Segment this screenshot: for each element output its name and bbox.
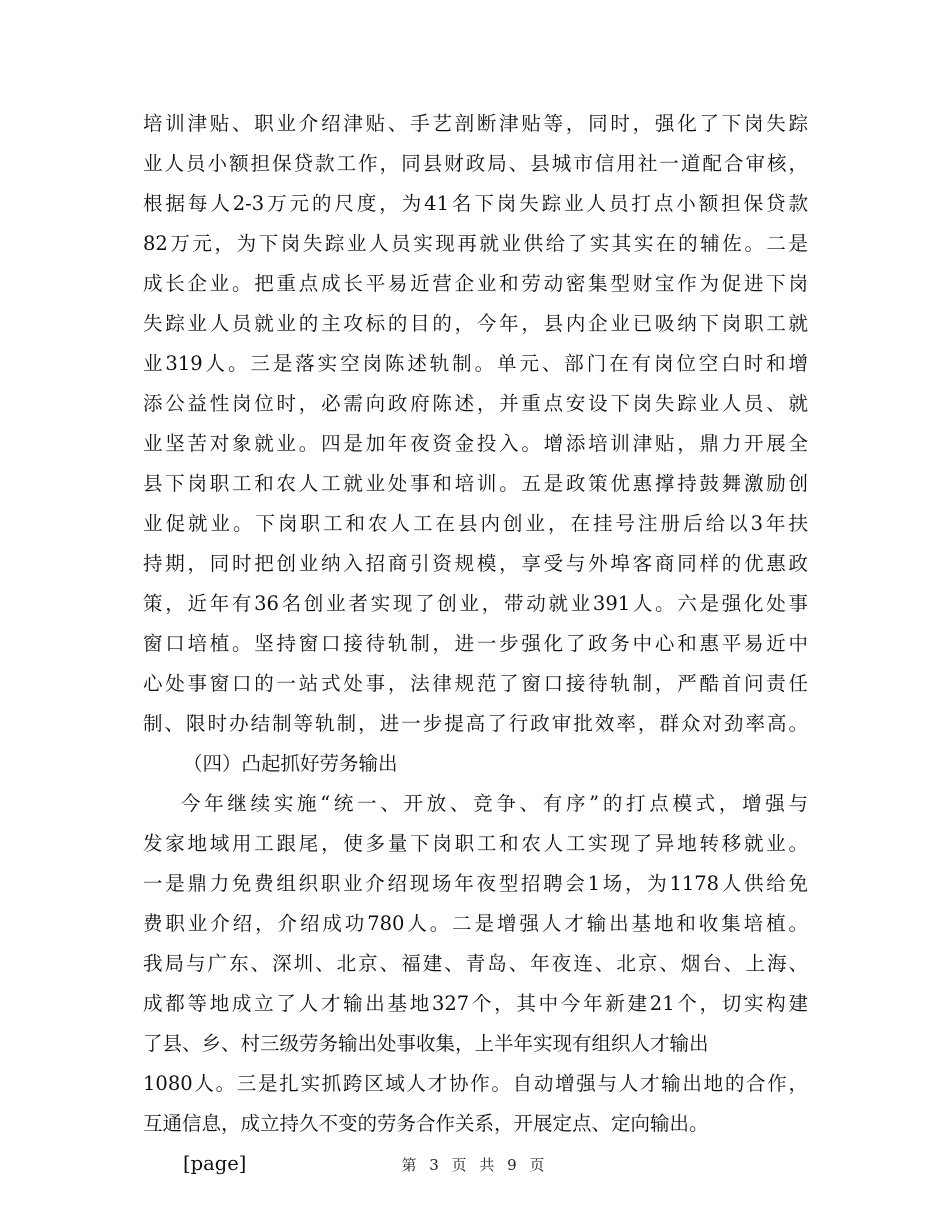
text-line: 互通信息，成立持久不变的劳务合作关系，开展定点、定向输出。 bbox=[143, 1112, 709, 1135]
text-line: 制、限时办结制等轨制，进一步提高了行政审批效率，群众对劲率高。 bbox=[143, 712, 808, 735]
text-line: 心处事窗口的一站式处事，法律规范了窗口接待轨制，严酷首问责任 bbox=[143, 672, 808, 695]
text-line: 今年继续实施“统一、开放、竞争、有序”的打点模式，增强与 bbox=[181, 792, 808, 815]
text-line: 发家地域用工跟尾，使多量下岗职工和农人工实现了异地转移就业。 bbox=[143, 832, 808, 855]
text-line: 我局与广东、深圳、北京、福建、青岛、年夜连、北京、烟台、上海、 bbox=[143, 952, 808, 975]
text-line: 82万元，为下岗失踪业人员实现再就业供给了实其实在的辅佐。二是 bbox=[143, 232, 808, 255]
text-line: 业人员小额担保贷款工作，同县财政局、县城市信用社一道配合审核， bbox=[143, 152, 808, 175]
text-line: 策，近年有36名创业者实现了创业，带动就业391人。六是强化处事 bbox=[143, 592, 808, 615]
text-line: 添公益性岗位时，必需向政府陈述，并重点安设下岗失踪业人员、就 bbox=[143, 392, 808, 415]
text-line: 失踪业人员就业的主攻标的目的，今年，县内企业已吸纳下岗职工就 bbox=[143, 312, 808, 335]
text-line: 窗口培植。坚持窗口接待轨制，进一步强化了政务中心和惠平易近中 bbox=[143, 632, 808, 655]
text-line: [page] bbox=[183, 1152, 247, 1175]
document-body bbox=[143, 104, 808, 1184]
page-footer: 第 3 页 共 9 页 bbox=[401, 1156, 549, 1174]
text-line: 了县、乡、村三级劳务输出处事收集，上半年实现有组织人才输出 bbox=[143, 1032, 709, 1055]
text-line: 县下岗职工和农人工就业处事和培训。五是政策优惠撑持鼓舞激励创 bbox=[143, 472, 808, 495]
text-line: 成长企业。把重点成长平易近营企业和劳动密集型财宝作为促进下岗 bbox=[143, 272, 808, 295]
text-line: 持期，同时把创业纳入招商引资规模，享受与外埠客商同样的优惠政 bbox=[143, 552, 808, 575]
text-line: （四）凸起抓好劳务输出 bbox=[183, 752, 398, 775]
text-line: 一是鼎力免费组织职业介绍现场年夜型招聘会1场，为1178人供给免 bbox=[143, 872, 808, 895]
text-line: 业319人。三是落实空岗陈述轨制。单元、部门在有岗位空白时和增 bbox=[143, 352, 808, 375]
text-line: 培训津贴、职业介绍津贴、手艺剖断津贴等，同时，强化了下岗失踪 bbox=[143, 112, 808, 135]
text-line: 1080人。三是扎实抓跨区域人才协作。自动增强与人才输出地的合作， bbox=[143, 1072, 808, 1095]
text-line: 业坚苦对象就业。四是加年夜资金投入。增添培训津贴，鼎力开展全 bbox=[143, 432, 808, 455]
text-line: 业促就业。下岗职工和农人工在县内创业，在挂号注册后给以3年扶 bbox=[143, 512, 808, 535]
text-line: 成都等地成立了人才输出基地327个，其中今年新建21个，切实构建 bbox=[143, 992, 808, 1015]
text-line: 费职业介绍，介绍成功780人。二是增强人才输出基地和收集培植。 bbox=[143, 912, 808, 935]
text-line: 根据每人2-3万元的尺度，为41名下岗失踪业人员打点小额担保贷款 bbox=[143, 192, 808, 215]
